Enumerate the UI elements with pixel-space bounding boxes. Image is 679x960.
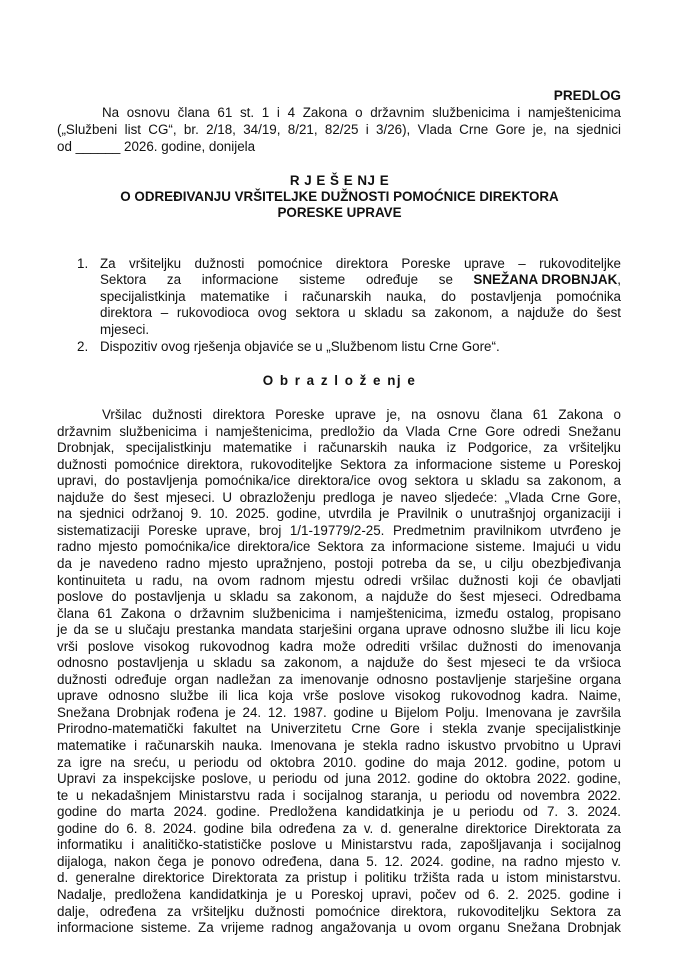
decision-subtitle: O ODREĐIVANJU VRŠITELJKE DUŽNOSTI POMOĆNICE DIREKTORA — [120, 189, 559, 204]
reasoning-line: upravi, do postavljenja pomoćnika/ice direktora/ice ovog sektora u skladu sa zakonom, a — [57, 473, 621, 489]
reasoning-line: državnim službenicima i namještenicima, predložio da Vlada Crne Gore odredi Snežanu — [57, 423, 621, 439]
reasoning-line: dalje, određena za vršiteljku dužnosti pomoćnice direktora, rukovoditeljku Sektora za — [57, 903, 621, 919]
reasoning-line: Snežana Drobnjak rođena je 24. 12. 1987. godine u Bijelom Polju. Imenovana je završila — [57, 704, 621, 720]
list-item-line — [100, 272, 621, 288]
list-item-number: 1. — [77, 256, 89, 271]
reasoning-line: Vršilac dužnosti direktora Poreske uprave je, na osnovu člana 61 Zakona o — [102, 407, 621, 422]
preamble-line: Na osnovu člana 61 st. 1 i 4 Zakona o državnim službenicima i namještenicima — [102, 105, 621, 120]
reasoning-line: uprave odnosno službe ili lica koja vrše poslove visokog rukovodnog kadra. Naime, — [57, 688, 621, 704]
list-item-line: Za vršiteljku dužnosti pomoćnice direktora Poreske uprave – rukovoditeljke — [100, 256, 621, 271]
reasoning-line: radno mjesto pomoćnika/ice direktora/ice Sektora za informacione sisteme. Imajući u vidu — [57, 539, 621, 555]
reasoning-line: informatiku i analitičko-statističke poslove u Ministarstvu rada, zapošljavanja i socijalnog — [57, 837, 621, 853]
reasoning-line: dužnosti pomoćnice direktora, rukovoditeljke Sektora za informacione sisteme u Poreskoj — [57, 456, 621, 472]
reasoning-line: te u nekadašnjem Ministarstvu rada i socijalnog staranja, u periodu od novembra 2022. — [57, 787, 621, 803]
reasoning-line: odnosno postavljenja u skladu sa zakonom, a najduže do šest mjeseci te da vršioca — [57, 655, 621, 671]
decision-title: R J E Š E NJ E — [289, 173, 390, 188]
reasoning-heading: O b r a z l o ž e nj e — [262, 373, 417, 388]
reasoning-line: kontinuiteta u radu, na ovom radnom mjestu odredi vršilac dužnosti koji će obavljati — [57, 572, 621, 588]
reasoning-line: na sjednici održanoj 9. 10. 2025. godine, utvrdila je Pravilnik o unutrašnjoj organizaciji i — [57, 506, 621, 522]
decision-subtitle: PORESKE UPRAVE — [277, 205, 402, 220]
preamble-line: od ______ 2026. godine, donijela — [57, 139, 256, 154]
reasoning-line: godine do 6. 8. 2024. godine bila određena za v. d. generalne direktorice Direktorata za — [57, 820, 621, 836]
person-name — [473, 272, 621, 288]
reasoning-line: da je navedeno radno mjesto upražnjeno, postoji potreba da se, u cilju obezbjeđivanja — [57, 555, 621, 571]
proposal-label: PREDLOG — [553, 88, 621, 103]
list-item-line: mjeseci. — [100, 322, 150, 337]
reasoning-line: d. generalne direktorice Direktorata za pristup i politiku tržišta rada u istom ministarstvu. — [57, 870, 621, 886]
reasoning-line: dijaloga, nakon čega je ponovo određena, dana 5. 12. 2024. godine, na radno mjesto v. — [57, 853, 621, 869]
reasoning-line: Upravi za inspekcijske poslove, u periodu od juna 2012. godine do oktobra 2022. godine, — [57, 771, 621, 787]
reasoning-line: Nadalje, predložena kandidatkinja je u Poreskoj upravi, počev od 6. 2. 2025. godine i — [57, 886, 621, 902]
reasoning-line: dužnosti određuje organ nadležan za imenovanje odnosno postavljenje starješine organa — [57, 671, 621, 687]
reasoning-line: informacione sisteme. Za vrijeme radnog angažovanja u ovom organu Snežana Drobnjak — [57, 920, 621, 936]
reasoning-line: Drobnjak, specijalistkinju matematike i računarskih nauka iz Podgorice, za vršiteljku — [57, 440, 621, 456]
reasoning-line: člana 61 Zakona o državnim službenicima i namještenicima, između ostalog, propisano — [57, 605, 621, 621]
list-item-text: Sektora za informacione sisteme određuje se — [100, 272, 453, 287]
reasoning-line: godine do marta 2024. godine. Predložena kandidatkinja je u periodu od 7. 3. 2024. — [57, 804, 621, 820]
reasoning-line: je da se u slučaju prestanka mandata starješini organa uprave odnosno službe ili licu koje — [57, 622, 621, 638]
person-name-bold: SNEŽANA DROBNJAK — [473, 272, 618, 287]
list-item-line: Dispozitiv ovog rješenja objaviće se u „Službenom listu Crne Gore“. — [100, 339, 500, 354]
reasoning-line: vrši poslove visokog rukovodnog kadra može odrediti vršilac dužnosti do imenovanja — [57, 638, 621, 654]
reasoning-line: sistematizaciji Poreske uprave, broj 1/1-19779/2-25. Predmetnim pravilnikom utvrđeno je — [57, 522, 621, 538]
reasoning-line: za igre na sreću, u periodu od oktobra 2010. godine do maja 2012. godine, potom u — [57, 754, 621, 770]
reasoning-line: najduže do šest mjeseci. U obrazloženju predloga je naveo sljedeće: „Vlada Crne Gore, — [57, 489, 621, 505]
list-item-line: direktora – rukovodioca ovog sektora u skladu sa zakonom, a najduže do šest — [100, 305, 621, 320]
reasoning-line: poslove do postavljenja u skladu sa zakonom, a najduže do šest mjeseci. Odredbama — [57, 589, 621, 605]
list-item-number: 2. — [77, 339, 89, 354]
comma: , — [617, 272, 621, 287]
list-item-line: specijalistkinja matematike i računarskih nauka, do postavljenja pomoćnika — [100, 289, 621, 304]
reasoning-line: Prirodno-matematički fakultet na Univerzitetu Crne Gore i stekla zvanje specijalistkinje — [57, 721, 621, 737]
reasoning-line: matematike i računarskih nauka. Imenovana je stekla radno iskustvo prvobitno u Upravi — [57, 738, 621, 753]
preamble-line: („Službeni list CG“, br. 2/18, 34/19, 8/21, 82/25 i 3/26), Vlada Crne Gore je, na sjednici — [57, 122, 621, 137]
